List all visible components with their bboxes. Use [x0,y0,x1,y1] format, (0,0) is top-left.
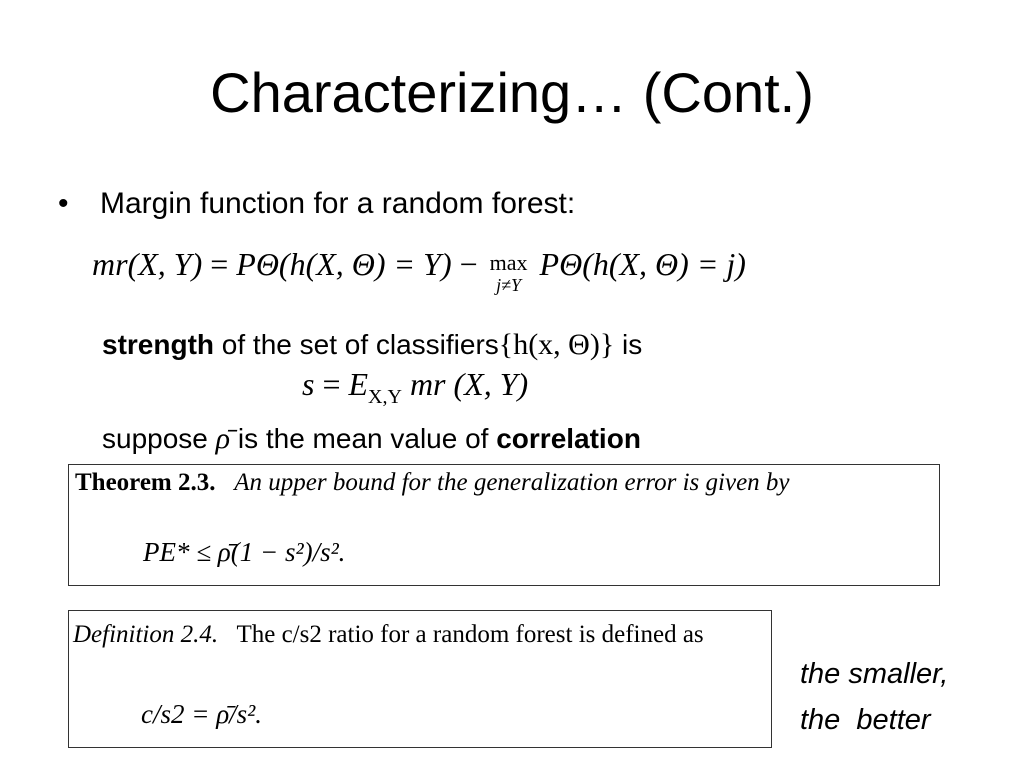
rho-bar-symbol: ρ̄ [215,422,231,455]
strength-text: of the set of classifiers [221,329,499,360]
expectation-subscript: X,Y [368,386,402,408]
strength-bold: strength [102,329,214,360]
theorem-formula: PE* ≤ ρ̄(1 − s²)/s². [143,537,346,567]
side-note-line1: the smaller, [800,658,949,690]
correlation-line [102,420,641,458]
margin-term1: PΘ(h(X, Θ) = Y) [236,246,452,282]
margin-minus: − [459,246,478,282]
theorem-box [68,464,940,586]
strength-line [102,326,642,364]
definition-header [73,621,704,649]
strength-rest: mr (X, Y) [409,366,529,402]
definition-statement: The c/s2 ratio for a random forest is defined as [236,621,704,648]
theorem-label: Theorem 2.3. [75,469,216,496]
max-subscript: j≠Y [496,275,522,295]
strength-suffix: is [622,329,643,360]
definition-box [68,610,772,748]
strength-formula [302,364,528,417]
bullet-symbol: • [58,187,69,220]
margin-lhs: mr(X, Y) [92,246,203,282]
margin-equals: = [210,246,229,282]
correlation-bold: correlation [496,423,641,454]
strength-s: s [302,366,315,402]
definition-label: Definition 2.4. [73,621,219,648]
theorem-statement: An upper bound for the generalization error is given by [234,469,790,496]
max-operator [490,244,528,296]
slide-title: Characterizing… (Cont.) [210,61,814,124]
margin-formula [92,244,746,296]
definition-formula: c/s2 = ρ̄/s². [141,699,263,729]
theorem-header [75,469,790,497]
classifier-set: {h(x, Θ)} [498,328,615,361]
strength-equals: = [322,366,341,402]
suppose-text: suppose [102,423,208,454]
margin-term2: PΘ(h(X, Θ) = j) [539,246,746,282]
side-note-line2: the better [800,704,931,736]
correlation-text: is the mean value of [237,423,489,454]
max-label: max [489,250,528,275]
expectation-E: E [348,366,369,402]
bullet-item [58,184,575,224]
bullet-text: Margin function for a random forest: [100,187,576,220]
